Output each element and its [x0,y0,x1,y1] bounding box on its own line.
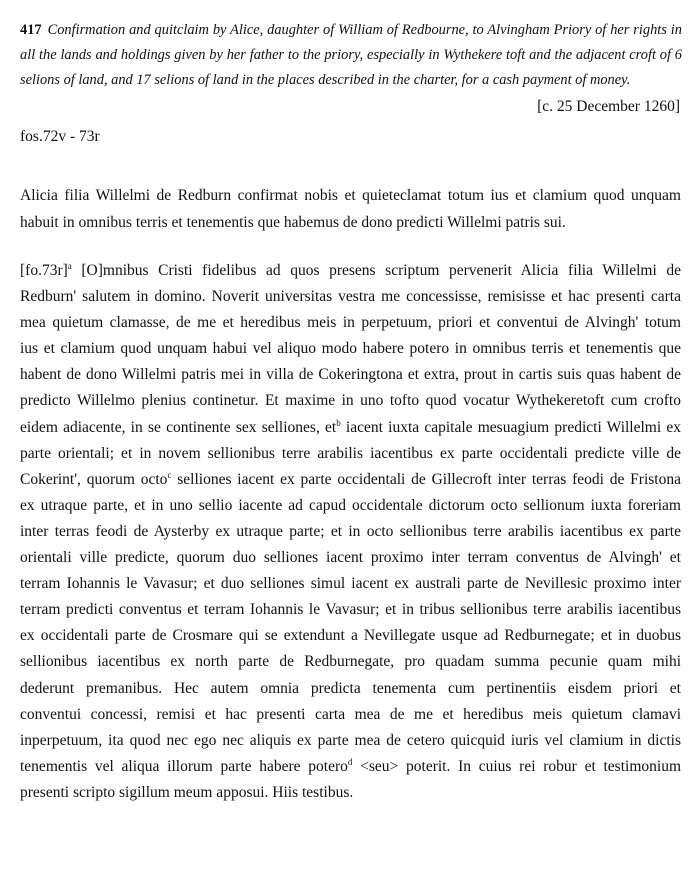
footnote-marker: c [167,469,172,480]
charter-line: conventui concessi, remisi et hac presenti carta mea de me et heredibus meis quietum clamavi [20,705,681,723]
footnote-marker: a [67,261,72,271]
charter-line: parte orientali; et in novem sellionibus terre arabilis iacentibus ex parte occidentali predicte ville de [20,444,681,462]
charter-line: inter terras feodi de Aysterby ex utraque parte; et in octo sellionibus terre arabilis iacentibus ex parte [20,522,681,540]
charter-line: terram predicti conventus et terram Iohannis le Vavasur; et in tribus sellionibus terre arabilis iacentibus [20,601,681,619]
charter-line: presenti scripto sigillum meum apposui. Hiis testibus. [20,783,354,801]
folio-marker: [fo.73r] [20,262,68,279]
charter-line: predicto Willelmo plenius continetur. Et maxime in uno tofto quod vocatur Wythekeretoft cum crofto [20,392,681,410]
charter-line: $[fo.73r]^a$ [O]mnibus Cristi fidelibus ad quos presens scriptum pervenerit Alicia filia Willelmi de [20,261,681,279]
entry-number: 417 [20,22,42,38]
charter-line: terram Iohannis le Vavasur; et duo selliones simul iacent ex australi parte de Nevillesic proximo inter [20,575,681,593]
charter-line: tenementis vel aliqua illorum parte habere potero$^d$ <seu> poterit. In cuius rei robur et testimonium [20,756,681,775]
entry-heading [20,18,682,93]
charter-line: habent de dono Willelmi patris mei in villa de Cokeringtona et extra, prout in cartis suis quas habent de [20,366,681,384]
charter-line: ex utraque parte, et in uno sellio iacente ad capud occidentale dictorum octo sellionum iuxta foreriam [20,496,681,514]
charter-line: mea quietum clamasse, de me et heredibus meis in perpetuum, priori et conventui de Alvingh' totum [20,314,681,332]
footnote-marker: b [336,417,341,428]
charter-line: ius et clamium quod unquam habui vel aliquo modo habere potero in omnibus terris et tenementis que [20,340,681,358]
charter-text [20,258,681,806]
charter-line: dederunt premanibus. Hec autem omnia predicta tenementa cum pertinentiis eisdem priori et [20,679,681,697]
latin-summary: Alicia filia Willelmi de Redburn confirmat nobis et quieteclamat totum ius et clamium quod unquam habuit in omnibus terris et tenementis que habemus de dono predicti Willelmi patris sui. [20,187,681,231]
charter-line: inperpetuum, ita quod nec ego nec aliquis ex parte mea de cetero quicquid iuris vel clamium in dictis [20,731,681,749]
charter-line: Redburn' salutem in domino. Noverit universitas vestra me concessisse, remisisse et hac presenti carta [20,288,681,306]
entry-description: Confirmation and quitclaim by Alice, daughter of William of Redbourne, to Alvingham Priory of her rights in all the lands and holdings given by her father to the priory, especially in Wythekere toft and the adjacent croft of 6 selions of land, and 17 selions of land in the places described in the charter, for a cash payment of money. [20,22,682,88]
charter-line: Cokerint', quorum octo$^c$ selliones iacent ex parte occidentali de Gillecroft inter terras feodi de Fristona [20,469,681,488]
charter-date: [c. 25 December 1260] [537,98,680,115]
folio-reference: fos.72v - 73r [20,128,100,145]
charter-line: orientali ville predicte, quorum duo selliones iacent proximo inter terram conventus de Alvingh' et [20,549,681,567]
charter-line: sellionibus iacentibus ex north parte de Redburnegate, pro quadam summa pecunie quam mihi [20,653,681,671]
charter-line: ex occidentali parte de Crosmare qui se extendunt a Nevillegate usque ad Redburnegate; et in duobus [20,627,681,645]
charter-line: eidem adiacente, in se continente sex selliones, $et^b$ iacent iuxta capitale mesuagium predicti Willelmi ex [20,417,681,436]
footnote-marker: d [347,756,353,767]
